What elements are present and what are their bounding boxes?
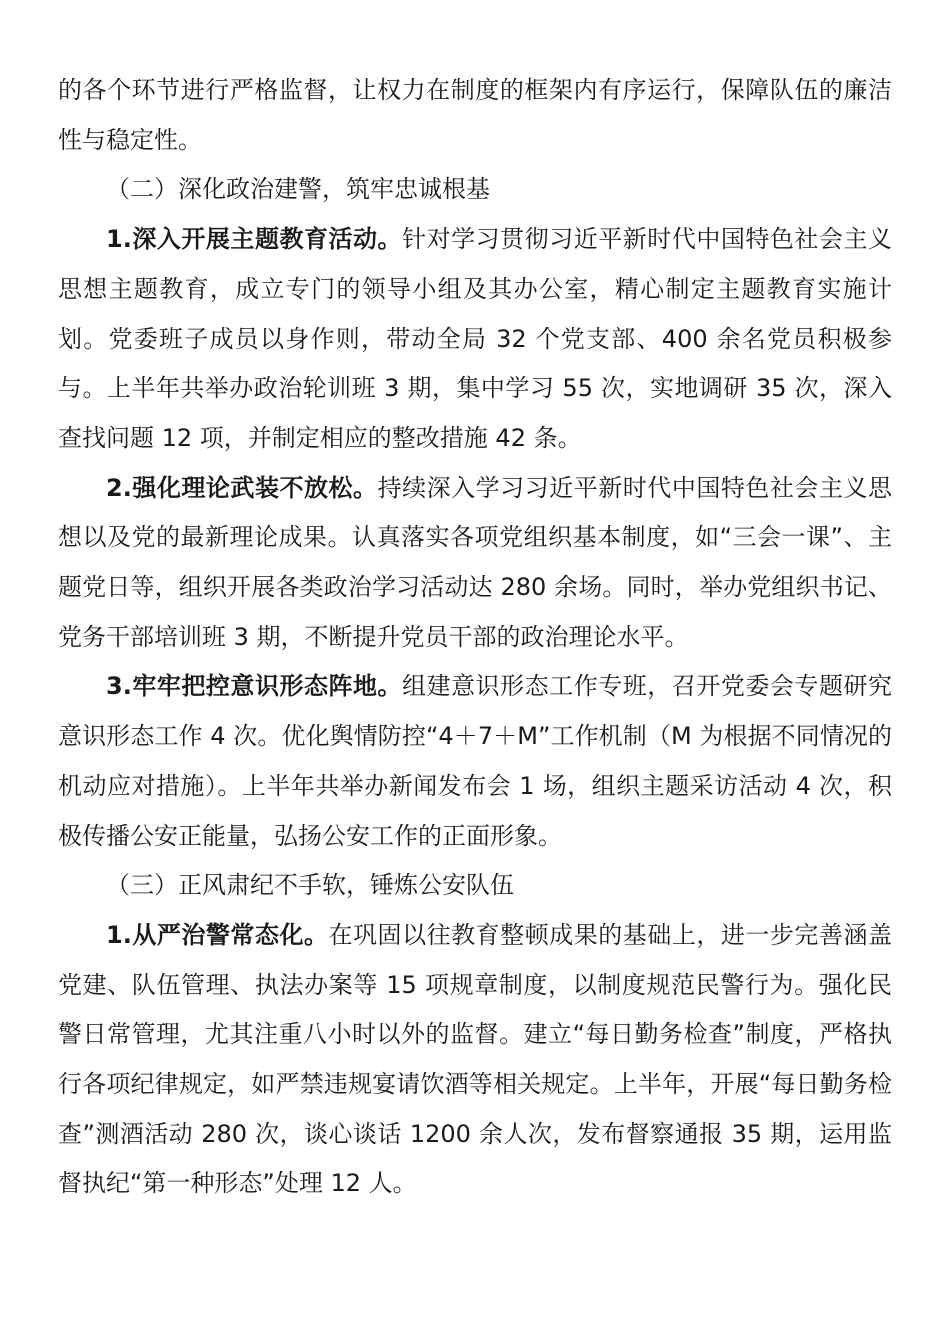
document-body: [58, 66, 892, 1209]
paragraph-2-1-body: 针对学习贯彻习近平新时代中国特色社会主义思想主题教育，成立专门的领导小组及其办公室，精心制定主题教育实施计划。党委班子成员以身作则，带动全局 32 个党支部、400 余名党员积极参与。上半年共举办政治轮训班 3 期，集中学习 55 次，实地调研 35 次，深入查找问题 12 项，并制定相应的整改措施 42 条。: [58, 225, 892, 452]
paragraph-2-2-title: 2.强化理论武装不放松。: [106, 473, 378, 502]
paragraph-3-1-title: 1.从严治警常态化。: [106, 920, 329, 949]
paragraph-2-3: [58, 662, 892, 861]
section-heading-2: （二）深化政治建警，筑牢忠诚根基: [106, 175, 490, 204]
paragraph-2-2: [58, 464, 892, 663]
paragraph-3-1-body: 在巩固以往教育整顿成果的基础上，进一步完善涵盖党建、队伍管理、执法办案等 15 项规章制度，以制度规范民警行为。强化民警日常管理，尤其注重八小时以外的监督。建立“每日勤务检查”制度，严格执行各项纪律规定，如严禁违规宴请饮酒等相关规定。上半年，开展“每日勤务检查”测酒活动 280 次，谈心谈话 1200 余人次，发布督察通报 35 期，运用监督执纪“第一种形态”处理 12 人。: [58, 920, 892, 1198]
paragraph-2-3-title: 3.牢牢把控意识形态阵地。: [106, 672, 403, 701]
paragraph-2-3-body: 组建意识形态工作专班，召开党委会专题研究意识形态工作 4 次。优化舆情防控“4＋7＋M”工作机制（M 为根据不同情况的机动应对措施）。上半年共举办新闻发布会 1 场，组织主题采访活动 4 次，积极传播公安正能量，弘扬公安工作的正面形象。: [58, 672, 892, 850]
paragraph-2-1-title: 1.深入开展主题教育活动。: [106, 225, 403, 254]
paragraph-2-1: [58, 215, 892, 464]
paragraph-2-2-body: 持续深入学习习近平新时代中国特色社会主义思想以及党的最新理论成果。认真落实各项党组织基本制度，如“三会一课”、主题党日等，组织开展各类政治学习活动达 280 余场。同时，举办党组织书记、党务干部培训班 3 期，不断提升党员干部的政治理论水平。: [58, 473, 892, 651]
paragraph-3-1: [58, 911, 892, 1209]
paragraph-continuation: 的各个环节进行严格监督，让权力在制度的框架内有序运行，保障队伍的廉洁性与稳定性。: [58, 76, 892, 154]
section-heading-3: （三）正风肃纪不手软，锤炼公安队伍: [106, 871, 514, 900]
